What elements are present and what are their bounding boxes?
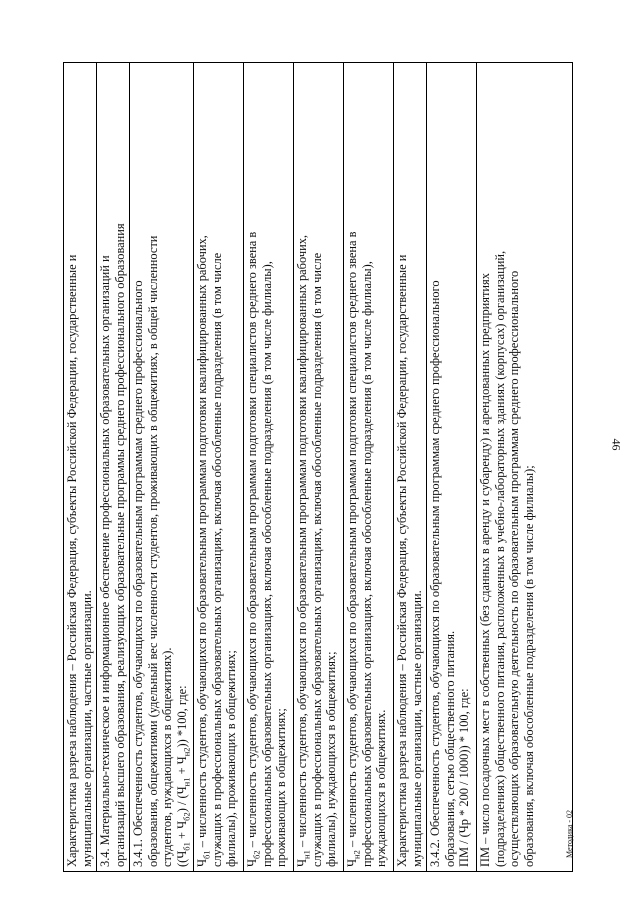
table-row (294, 63, 344, 872)
footer-label: Методика - 02 (565, 809, 574, 858)
text-line: ПМ / (Чр * 200 / 1000)) * 100, где: (457, 688, 472, 867)
text-line: осуществляющих образовательную деятельность по образовательным программам среднего профессионального (507, 270, 522, 867)
table-row (244, 63, 294, 872)
text-line: Характеристика разреза наблюдения – Российская Федерация, субъекты Российской Федерации, государственные и (395, 254, 409, 867)
text-line: служащих в профессиональных образовательных организациях, включая обособленные подразделения (в том числе (309, 252, 324, 867)
table-row (97, 63, 130, 872)
symbol: Ч (345, 858, 359, 867)
definition-text: – численность студентов, обучающихся по образовательным программам подготовки квалифицированных рабочих, (195, 235, 209, 851)
table-cell (244, 63, 294, 872)
text-line: образования, общежитиями (удельный вес численности студентов, проживающих в общежитиях, в общей численности (145, 235, 160, 867)
table-cell (130, 63, 194, 872)
table-cell (344, 63, 394, 872)
table-row (427, 63, 477, 872)
text-line (295, 67, 310, 867)
text-line: профессиональных образовательных организациях, включая обособленные подразделения (в том числе филиалы), (259, 261, 274, 867)
table-cell (64, 63, 97, 872)
table-row (344, 63, 394, 872)
symbol-subscript: б2 (251, 850, 262, 859)
text-line: нуждающихся в общежитиях. (374, 709, 389, 867)
text-line: образования, сетью общественного питания. (442, 630, 457, 867)
text-line: муниципальные организации, частные организации. (409, 590, 424, 867)
text-line: филиалы), проживающих в общежитиях; (224, 650, 239, 867)
text-line: ПМ – число посадочных мест в собственных (без сданных в аренду и субаренду) и арендованных предприятиях (478, 273, 492, 867)
text-line (245, 67, 260, 867)
symbol: Ч (295, 858, 309, 867)
formula-part: )) *100, где: (174, 685, 189, 748)
text-line: 3.4.1. Обеспеченность студентов, обучающихся по образовательным программам среднего профессионального (131, 280, 145, 867)
formula-part: ) / (Ч (174, 786, 189, 813)
formula-part: + Ч (174, 820, 189, 843)
text-line: служащих в профессиональных образовательных организациях, включая обособленные подразделения (в том числе (209, 252, 224, 867)
text-line: 3.4.2. Обеспеченность студентов, обучающихся по образовательным программам среднего профессионального (428, 280, 442, 867)
formula-subscript: н1 (181, 777, 192, 787)
formula-subscript: н2 (181, 747, 192, 757)
table-cell (427, 63, 477, 872)
definition-text: – численность студентов, обучающихся по образовательным программам подготовки специалистов среднего звена в (345, 231, 359, 851)
text-line: образования, включая обособленные подразделения (в том числе филиалы); (521, 465, 536, 867)
text-line: (подразделениях) общественного питания, расположенных в учебно-лабораторных зданиях (корпусах) организаций, (492, 250, 507, 867)
methodology-table (63, 62, 573, 872)
formula-line (175, 67, 190, 867)
table-row (130, 63, 194, 872)
text-line: муниципальные организации, частные организации. (79, 590, 94, 867)
symbol-subscript: н2 (351, 850, 362, 859)
table-cell (97, 63, 130, 872)
text-line (195, 67, 210, 867)
symbol-subscript: б1 (201, 850, 212, 859)
table-cell (394, 63, 427, 872)
page-number: 46 (609, 438, 624, 451)
table-cell (477, 63, 573, 872)
text-line: организаций высшего образования, реализующих образовательные программы среднего профессионального образования (112, 223, 127, 867)
table-row (194, 63, 244, 872)
table-cell (294, 63, 344, 872)
formula-subscript: б2 (181, 812, 192, 821)
text-line: проживающих в общежитиях; (274, 708, 289, 867)
table-row (64, 63, 97, 872)
table-row (477, 63, 573, 872)
table-row (394, 63, 427, 872)
table-cell (194, 63, 244, 872)
rotated-table-container (63, 62, 573, 872)
text-line: Характеристика разреза наблюдения – Российская Федерация, субъекты Российской Федерации, государственные и (65, 254, 79, 867)
symbol-subscript: н1 (301, 850, 312, 859)
definition-text: – численность студентов, обучающихся по образовательным программам подготовки квалифицированных рабочих, (295, 235, 309, 851)
text-line: профессиональных образовательных организациях, включая обособленные подразделения (в том числе филиалы), (359, 261, 374, 867)
formula-part: ((Ч (174, 850, 189, 867)
text-line: филиалы), нуждающихся в общежитиях; (324, 651, 339, 867)
formula-part: + Ч (174, 756, 189, 778)
text-line (345, 67, 360, 867)
formula-subscript: б1 (181, 842, 192, 851)
text-line: 3.4. Материально-техническое и информационное обеспечение профессиональных образовательных организаций и (98, 255, 112, 867)
symbol: Ч (245, 858, 259, 867)
symbol: Ч (195, 858, 209, 867)
definition-text: – численность студентов, обучающихся по образовательным программам подготовки специалистов среднего звена в (245, 231, 259, 851)
text-line: студентов, нуждающихся в общежитиях). (160, 647, 175, 867)
